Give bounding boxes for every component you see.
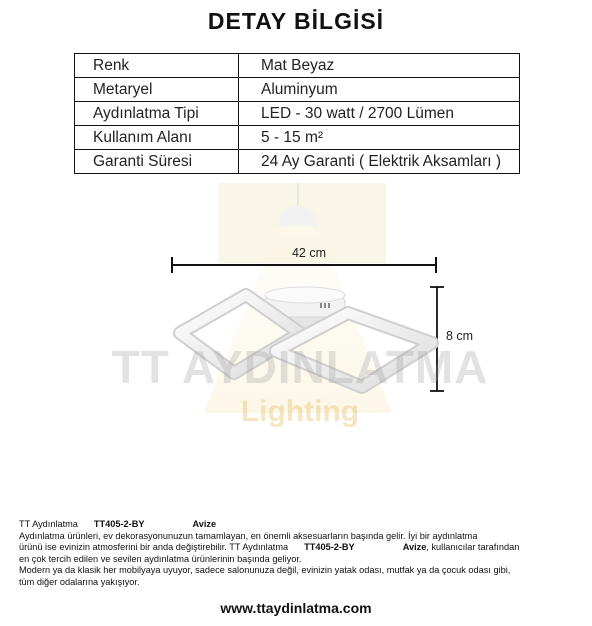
description-line: en çok tercih edilen ve sevilen aydınlatma ürünlerinin başında geliyor. [19, 553, 302, 564]
product-type: Avize [402, 542, 427, 553]
watermark-brand: TT AYDINLATMA [111, 341, 489, 393]
product-type: Avize [192, 519, 217, 529]
spec-label: Renk [75, 54, 239, 78]
brand-name: TT Aydınlatma [19, 519, 78, 529]
product-figure [0, 183, 592, 433]
spec-row [75, 102, 520, 126]
description-line: tüm diğer odalarına yakışıyor. [19, 576, 140, 587]
description-line [19, 542, 584, 554]
spec-row [75, 126, 520, 150]
spec-label: Aydınlatma Tipi [75, 102, 239, 126]
spec-row [75, 78, 520, 102]
spec-value: Mat Beyaz [239, 54, 520, 78]
spec-table [74, 53, 520, 174]
spec-value: 24 Ay Garanti ( Elektrik Aksamları ) [239, 150, 520, 174]
description-text: , kullanıcılar tarafından [426, 542, 520, 553]
product-code: TT405-2-BY [304, 542, 355, 553]
spec-value: 5 - 15 m² [239, 126, 520, 150]
width-label: 42 cm [291, 246, 327, 260]
spec-label: Kullanım Alanı [75, 126, 239, 150]
spec-label: Metaryel [75, 78, 239, 102]
spec-row [75, 54, 520, 78]
page-title: DETAY BİLGİSİ [207, 8, 385, 34]
description-line [19, 519, 584, 531]
spec-row [75, 150, 520, 174]
spec-value: LED - 30 watt / 2700 Lümen [239, 102, 520, 126]
height-label: 8 cm [446, 329, 474, 343]
product-code: TT405-2-BY [93, 519, 145, 529]
description-line: Aydınlatma ürünleri, ev dekorasyonunuzun tamamlayan, en önemli aksesuarların başında gelir. İyi bir aydınlatma [19, 530, 478, 541]
description-line: Modern ya da klasik her mobilyaya uyuyor, sadece salonunuza değil, evinizin yatak odası, mutfak ya da çocuk odası gibi, [19, 565, 511, 576]
website-link[interactable]: www.ttaydinlatma.com [220, 600, 372, 616]
product-illustration [0, 183, 592, 433]
spec-value: Aluminyum [239, 78, 520, 102]
spec-label: Garanti Süresi [75, 150, 239, 174]
watermark-sub: Lighting [240, 395, 360, 428]
product-description [19, 519, 584, 589]
description-text: ürünü ise evinizin atmosferini bir anda değiştirebilir. TT Aydınlatma [19, 542, 289, 553]
